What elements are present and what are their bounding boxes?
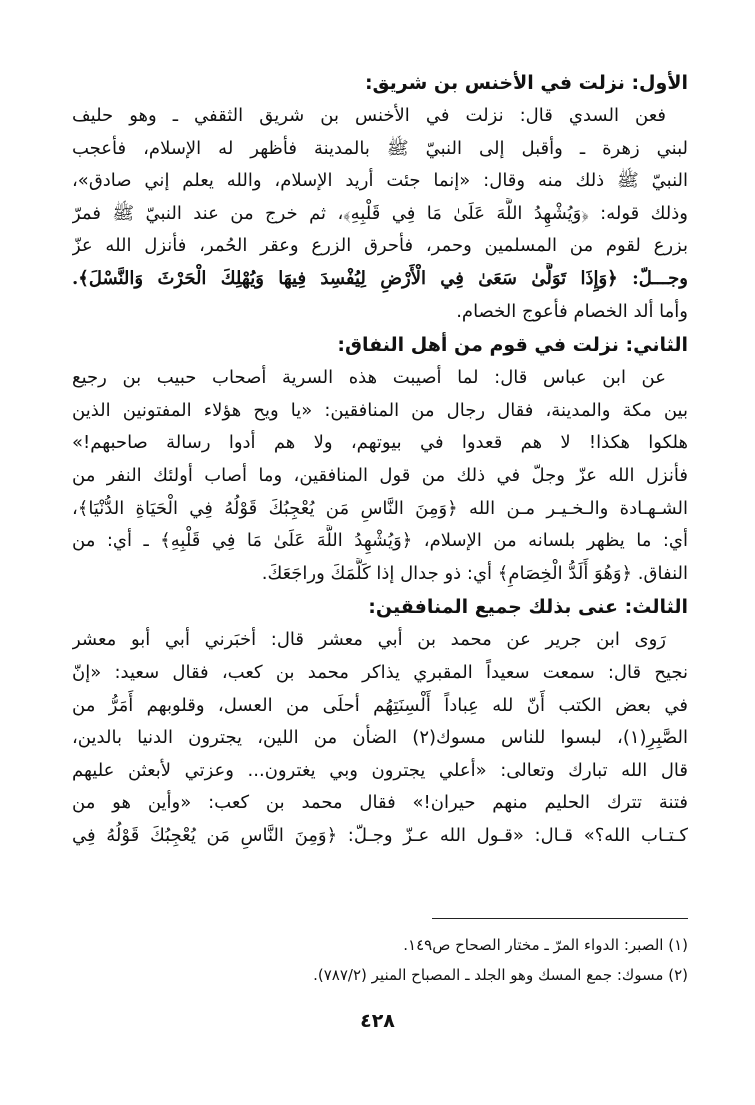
text-line: فتنة تترك الحليم منهم حيران!» فقال محمد بن كعب: «وأين هو من — [72, 792, 688, 814]
footnote-1: (١) الصبر: الدواء المرّ ـ مختار الصحاح ص١٤٩. — [403, 936, 688, 954]
section-heading-first: الأول: نزلت في الأخنس بن شريق: — [364, 72, 688, 94]
section-heading-third: الثالث: عنى بذلك جميع المنافقين: — [368, 596, 688, 619]
text-line: بين مكة والمدينة، فقال رجال من المنافقين: «يا ويح هؤلاء المفتونين الذين — [72, 399, 688, 421]
text-line-quran: وجـــلّ: ﴿وَإِذَا تَوَلَّىٰ سَعَىٰ فِي الْأَرْضِ لِيُفْسِدَ فِيهَا وَيُهْلِكَ الْحَرْثَ وَالنَّسْلَ﴾. — [72, 267, 688, 289]
text-line: نجيح قال: سمعت سعيداً المقبري يذاكر محمد بن كعب، فقال سعيد: «إنّ — [72, 661, 688, 683]
text-line: هلكوا هكذا! لا هم قعدوا في بيوتهم، ولا هم أدوا رسالة صاحبهم!» — [72, 432, 688, 454]
text-line: لبني زهرة ـ وأقبل إلى النبيّ ﷺ بالمدينة فأظهر له الإسلام، فأعجب — [72, 137, 688, 159]
text-line: وذلك قوله: ﴿وَيُشْهِدُ اللَّهَ عَلَىٰ مَا فِي قَلْبِهِ﴾، ثم خرج من عند النبيّ ﷺ فمرّ — [72, 202, 688, 224]
text-line: في بعض الكتب أَنّ لله عِباداً أَلْسِنَتِهُم أحلَى من العسل، وقلوبهم أَمَرُّ من — [72, 694, 688, 716]
text-line: النفاق. ﴿وَهُوَ أَلَدُّ الْخِصَامِ﴾ أي: ذو جدال إذا كَلَّمَكَ وراجَعَكَ. — [261, 562, 688, 584]
text-line: النبيّ ﷺ ذلك منه وقال: «إنما جئت أريد الإسلام، والله يعلم إني صادق»، — [72, 170, 688, 192]
footnote-2: (٢) مسوك: جمع المسك وهو الجلد ـ المصباح المنير (٧٨٧/٢). — [313, 966, 688, 984]
text-line: الصَّبِرِ(١)، لبسوا للناس مسوك(٢) الضأن من اللين، يجترون الدنيا بالدين، — [72, 727, 688, 749]
text-line: فأنزل الله عزّ وجلّ في ذلك من قول المنافقين، وما أصاب أولئك النفر من — [72, 464, 688, 486]
text-line: الشـهـادة والـخـيـر مـن الله ﴿وَمِنَ النَّاسِ مَن يُعْجِبُكَ قَوْلُهُ فِي الْحَيَاةِ الدُّنْيَا﴾، — [72, 497, 688, 519]
text-line: وأما ألد الخصام فأعوج الخصام. — [456, 300, 688, 322]
page-number: ٤٢٨ — [360, 1010, 395, 1032]
text-line: بزرع لقوم من المسلمين وحمر، فأحرق الزرع وعقر الحُمر، فأنزل الله عزّ — [72, 235, 688, 257]
text-line: عن ابن عباس قال: لما أصيبت هذه السرية أصحاب حبيب بن رجيع — [72, 367, 666, 389]
text-line: أي: ما يظهر بلسانه من الإسلام، ﴿وَيُشْهِدُ اللَّهَ عَلَىٰ مَا فِي قَلْبِهِ﴾ ـ أي: من — [72, 530, 688, 552]
text-line: رَوى ابن جرير عن محمد بن أبي معشر قال: أخبَرني أبي أبو معشر — [72, 629, 666, 651]
text-line: فعن السدي قال: نزلت في الأخنس بن شريق الثقفي ـ وهو حليف — [72, 105, 666, 126]
footnotes — [72, 930, 688, 990]
text-line: قال الله تبارك وتعالى: «أعلي يجترون وبي يغترون... وعزتي لأبعثن عليهم — [72, 759, 688, 781]
section-heading-second: الثاني: نزلت في قوم من أهل النفاق: — [337, 334, 688, 357]
main-text — [72, 66, 688, 852]
footnote-divider — [432, 918, 688, 919]
text-line: كـتـاب الله؟» قـال: «قـول الله عـزّ وجـلّ: ﴿وَمِنَ النَّاسِ مَن يُعْجِبُكَ قَوْلُهُ فِي — [72, 824, 688, 846]
